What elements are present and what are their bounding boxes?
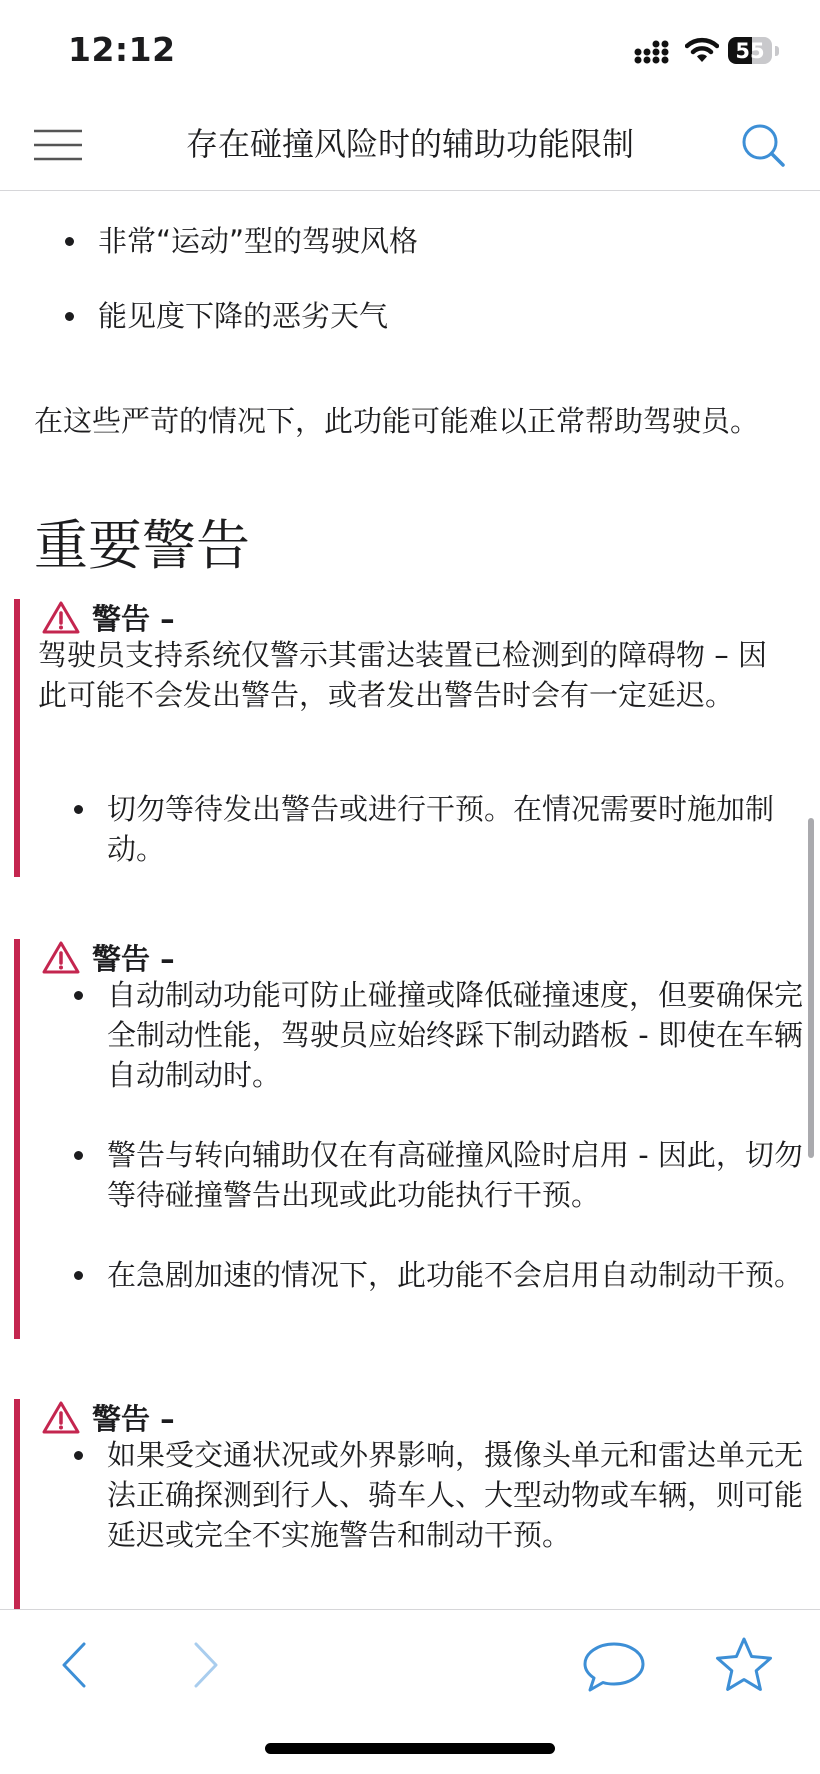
- scrollbar-thumb[interactable]: [808, 818, 814, 1158]
- battery-level: 55: [735, 39, 765, 63]
- warning-block: [14, 599, 790, 877]
- battery-icon: [728, 37, 772, 64]
- list-item: 非常“运动”型的驾驶风格: [98, 221, 798, 261]
- cellular-signal-icon: [634, 38, 672, 64]
- intro-bullet-list: [98, 221, 798, 371]
- warning-bullet-list: [107, 789, 807, 869]
- warning-triangle-icon: [42, 601, 80, 635]
- star-icon[interactable]: [714, 1636, 774, 1694]
- list-item: 自动制动功能可防止碰撞或降低碰撞速度，但要确保完全制动性能，驾驶员应始终踩下制动踏板 - 即使在车辆自动制动时。: [107, 975, 807, 1095]
- warning-label: 警告 –: [92, 1402, 175, 1436]
- warning-text: 驾驶员支持系统仅警示其雷达装置已检测到的障碍物 – 因此可能不会发出警告，或者发出警告时会有一定延迟。: [38, 638, 767, 712]
- warning-bullet-list: [107, 1435, 807, 1555]
- article-content: [0, 191, 820, 1609]
- search-icon[interactable]: [740, 122, 786, 168]
- chevron-left-icon[interactable]: [58, 1640, 92, 1690]
- app-header: [0, 100, 820, 191]
- list-item: 警告与转向辅助仅在有高碰撞风险时启用 - 因此，切勿等待碰撞警告出现或此功能执行干预。: [107, 1135, 807, 1215]
- warning-label: 警告 –: [92, 602, 175, 636]
- hamburger-menu-icon[interactable]: [34, 128, 82, 162]
- warning-bullet-list: [107, 975, 807, 1295]
- speech-bubble-icon[interactable]: [582, 1640, 646, 1694]
- page-title: 存在碰撞风险时的辅助功能限制: [185, 125, 634, 163]
- list-item: 在急剧加速的情况下，此功能不会启用自动制动干预。: [107, 1255, 807, 1295]
- list-item: 切勿等待发出警告或进行干预。在情况需要时施加制动。: [107, 789, 807, 869]
- warning-triangle-icon: [42, 941, 80, 975]
- list-item: 能见度下降的恶劣天气: [98, 296, 798, 336]
- warning-block: [14, 1399, 804, 1609]
- section-heading: 重要警告: [34, 514, 250, 577]
- wifi-icon: [685, 36, 719, 64]
- home-indicator[interactable]: [265, 1743, 555, 1754]
- status-bar: [0, 0, 820, 100]
- warning-triangle-icon: [42, 1401, 80, 1435]
- warning-block: [14, 939, 804, 1339]
- chevron-right-icon[interactable]: [188, 1640, 222, 1690]
- body-paragraph: 在这些严苛的情况下，此功能可能难以正常帮助驾驶员。: [34, 404, 760, 438]
- battery-cap: [775, 46, 779, 56]
- warning-label: 警告 –: [92, 942, 175, 976]
- status-time: 12:12: [68, 30, 176, 69]
- list-item: 如果受交通状况或外界影响，摄像头单元和雷达单元无法正确探测到行人、骑车人、大型动物或车辆，则可能延迟或完全不实施警告和制动干预。: [107, 1435, 807, 1555]
